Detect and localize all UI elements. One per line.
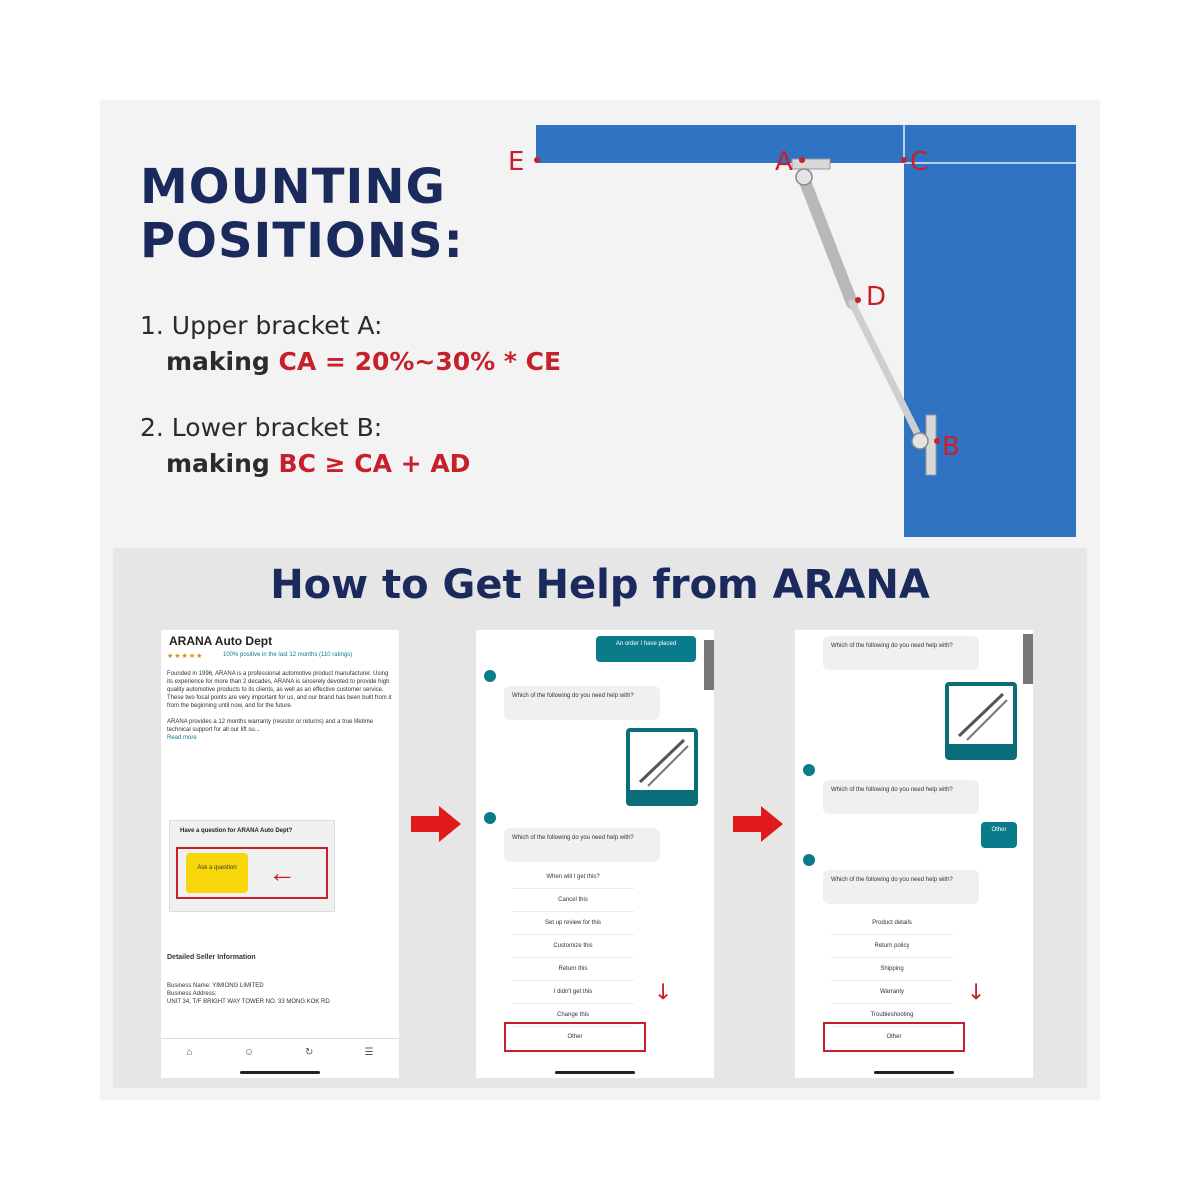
help-title: How to Get Help from ARANA — [270, 562, 930, 608]
option-item[interactable]: Troubleshooting — [831, 1004, 953, 1027]
option-item[interactable]: Change this — [512, 1004, 634, 1027]
chat-message — [504, 686, 660, 720]
highlight-box — [176, 847, 328, 899]
option-list — [831, 912, 953, 1027]
option-item[interactable]: Set up review for this — [512, 912, 634, 935]
description-text: Founded in 1996, ARANA is a professional automotive product manufacturer. Using its experience for more than 2 decades, ARANA is sincerely devoted to provide high quality automotive products to its clients, as well as an effective customer service. These two focal points are very important for us, and our brand has been built from it from the beginning until now, and for the future. — [167, 671, 392, 709]
phone-screenshot-seller-page — [161, 630, 399, 1078]
menu-icon[interactable]: ☰ — [364, 1047, 374, 1058]
home-indicator — [874, 1071, 954, 1074]
seller-description — [167, 670, 393, 742]
side-tab[interactable] — [704, 640, 714, 690]
product-image-message[interactable] — [945, 682, 1017, 760]
help-section — [113, 548, 1087, 1088]
chat-message — [504, 828, 660, 862]
right-arrow-icon — [733, 806, 783, 842]
business-info — [167, 982, 393, 1006]
option-item[interactable]: Return this — [512, 958, 634, 981]
title-line-1: MOUNTING — [140, 159, 446, 215]
phone-screenshot-chat-other — [795, 630, 1033, 1078]
option-item[interactable]: Return policy — [831, 935, 953, 958]
read-more-link[interactable]: Read more — [167, 735, 197, 741]
avatar — [484, 812, 496, 824]
mounting-diagram — [500, 115, 1090, 545]
phone-screenshot-chat-order — [476, 630, 714, 1078]
rating-text: 100% positive in the last 12 months (110 ratings) — [223, 652, 353, 658]
step-prefix: making — [166, 347, 270, 376]
option-item[interactable]: Product details — [831, 912, 953, 935]
option-list — [512, 866, 634, 1027]
message-text: Which of the following do you need help with? — [831, 787, 953, 793]
label-a: A — [775, 147, 793, 177]
question-box — [169, 820, 335, 912]
side-tab[interactable] — [1023, 634, 1033, 684]
message-text: Which of the following do you need help with? — [512, 693, 634, 699]
step-lower-bracket — [140, 410, 470, 482]
gas-strut-body — [804, 179, 852, 303]
message-text: Which of the following do you need help with? — [831, 643, 953, 649]
returns-icon[interactable]: ↻ — [305, 1047, 314, 1058]
step-upper-bracket — [140, 308, 561, 380]
business-address-label: Business Address: — [167, 991, 217, 997]
chat-reply-order: An order I have placed — [596, 636, 696, 662]
check-arrow-icon: ↘ — [961, 975, 992, 1007]
store-name: ARANA Auto Dept — [169, 634, 273, 648]
strut-image — [949, 686, 1013, 744]
avatar — [484, 670, 496, 682]
question-text: Have a question for ARANA Auto Dept? — [180, 828, 293, 834]
label-d: D — [866, 282, 887, 312]
label-b: B — [942, 432, 960, 462]
step-formula: CA = 20%~30% * CE — [278, 347, 562, 376]
ask-question-button[interactable]: Ask a question — [186, 853, 248, 893]
message-text: Which of the following do you need help with? — [831, 877, 953, 883]
avatar — [803, 854, 815, 866]
step-heading: 2. Lower bracket B: — [140, 413, 383, 442]
title-line-2: POSITIONS: — [140, 213, 464, 269]
business-address: UNIT 34, T/F BRIGHT WAY TOWER NO. 33 MONG KOK RD — [167, 999, 330, 1005]
right-arrow-icon — [411, 806, 461, 842]
strut-image-icon — [949, 686, 1013, 744]
left-arrow-icon: ← — [268, 857, 296, 888]
check-arrow-icon: ↘ — [648, 975, 679, 1007]
chat-message — [823, 870, 979, 904]
option-item[interactable]: Warranty — [831, 981, 953, 1004]
message-text: Which of the following do you need help with? — [512, 835, 634, 841]
option-item[interactable]: Shipping — [831, 958, 953, 981]
home-indicator — [555, 1071, 635, 1074]
chat-reply-other: Other — [981, 822, 1017, 848]
product-image-message[interactable] — [626, 728, 698, 806]
other-option-highlight[interactable]: Other — [823, 1022, 965, 1052]
step-formula-line — [140, 344, 561, 380]
home-indicator — [240, 1071, 320, 1074]
step-heading: 1. Upper bracket A: — [140, 311, 383, 340]
step-prefix: making — [166, 449, 270, 478]
strut-image — [630, 732, 694, 790]
chat-message — [823, 780, 979, 814]
star-rating: ★★★★★ — [167, 653, 204, 660]
option-item[interactable]: When will I get this? — [512, 866, 634, 889]
profile-icon[interactable]: ☺ — [243, 1047, 254, 1058]
other-option-highlight[interactable]: Other — [504, 1022, 646, 1052]
bottom-nav — [161, 1038, 399, 1066]
chat-message — [823, 636, 979, 670]
business-name: Business Name: YIMIONG LIMITED — [167, 983, 264, 989]
upper-bracket — [792, 159, 830, 169]
page-title — [140, 160, 464, 268]
label-e: E — [508, 147, 525, 177]
strut-image-icon — [630, 732, 694, 790]
option-item[interactable]: Customize this — [512, 935, 634, 958]
step-formula: BC ≥ CA + AD — [278, 449, 471, 478]
avatar — [803, 764, 815, 776]
home-icon[interactable]: ⌂ — [186, 1047, 193, 1058]
step-formula-line — [140, 446, 470, 482]
label-c: C — [910, 147, 929, 177]
option-item[interactable]: Cancel this — [512, 889, 634, 912]
option-item[interactable]: I didn't get this — [512, 981, 634, 1004]
warranty-text: ARANA provides a 12 months warranty (resistor or returns) and a true lifetime technical support for all our lift su... — [167, 719, 374, 733]
detail-heading: Detailed Seller Information — [167, 954, 256, 961]
